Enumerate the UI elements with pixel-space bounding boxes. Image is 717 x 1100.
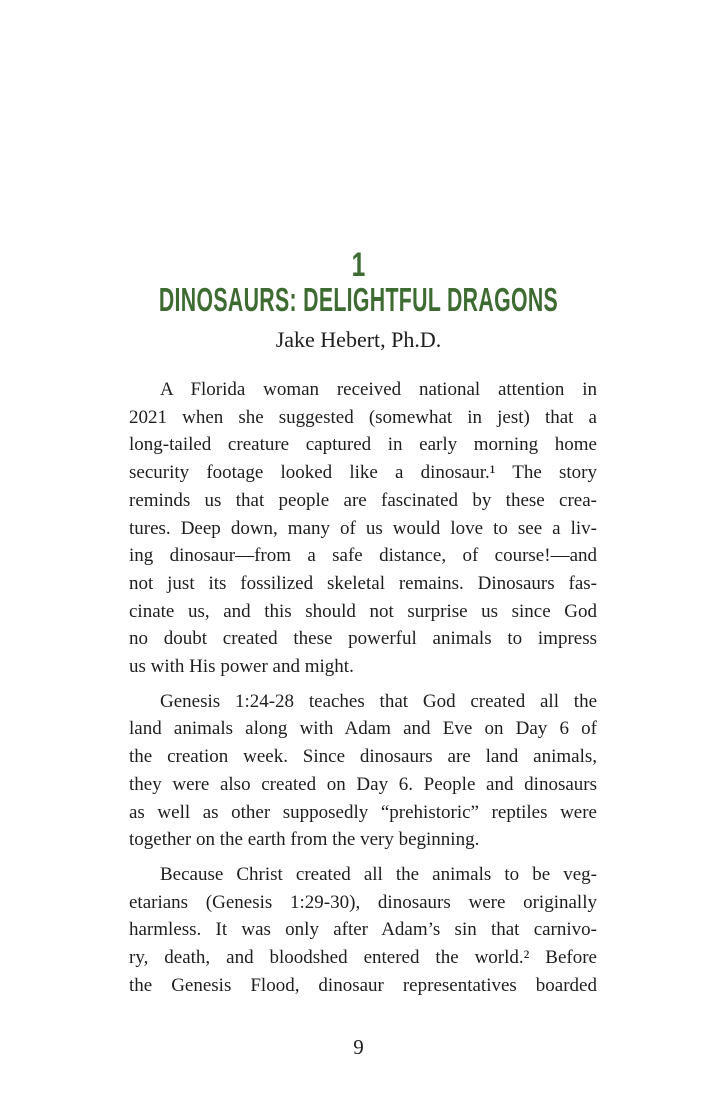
body-line: as well as other supposedly “prehistoric” reptiles were (129, 801, 597, 823)
body-line: not just its fossilized skeletal remains. Dinosaurs fas- (129, 572, 597, 594)
body-line: Genesis 1:24-28 teaches that God created all the (160, 690, 597, 712)
paragraph (129, 861, 597, 1000)
body-line: 2021 when she suggested (somewhat in jest) that a (129, 406, 597, 428)
body-text (129, 376, 597, 999)
body-line: together on the earth from the very beginning. (129, 829, 480, 851)
chapter-title-text: DINOSAURS: DELIGHTFUL DRAGONS (158, 281, 559, 318)
body-line: etarians (Genesis 1:29-30), dinosaurs were originally (129, 891, 597, 913)
body-line: long-tailed creature captured in early morning home (129, 434, 597, 456)
page-number: 9 (353, 1035, 364, 1059)
body-line: the Genesis Flood, dinosaur representatives boarded (129, 974, 597, 996)
paragraph (129, 688, 597, 854)
chapter-title (0, 282, 717, 325)
body-line: harmless. It was only after Adam’s sin that carnivo- (129, 919, 597, 941)
body-line: they were also created on Day 6. People and dinosaurs (129, 773, 597, 795)
body-line: Because Christ created all the animals to be veg- (160, 863, 597, 885)
chapter-number-text: 1 (351, 246, 366, 284)
body-line: ry, death, and bloodshed entered the world.² Before (129, 947, 597, 969)
body-line: the creation week. Since dinosaurs are land animals, (129, 746, 597, 768)
body-line: us with His power and might. (129, 656, 354, 678)
body-line: ing dinosaur—from a safe distance, of course!—and (129, 545, 597, 567)
body-line: cinate us, and this should not surprise us since God (129, 600, 597, 622)
author-byline: Jake Hebert, Ph.D. (275, 327, 442, 352)
paragraph (129, 376, 597, 681)
body-line: A Florida woman received national attention in (160, 379, 597, 400)
body-line: reminds us that people are fascinated by these crea- (129, 489, 597, 511)
body-line: no doubt created these powerful animals to impress (129, 628, 597, 650)
body-line: land animals along with Adam and Eve on Day 6 of (129, 718, 597, 740)
body-line: tures. Deep down, many of us would love to see a liv- (129, 517, 597, 539)
body-line: security footage looked like a dinosaur.¹ The story (129, 462, 597, 484)
